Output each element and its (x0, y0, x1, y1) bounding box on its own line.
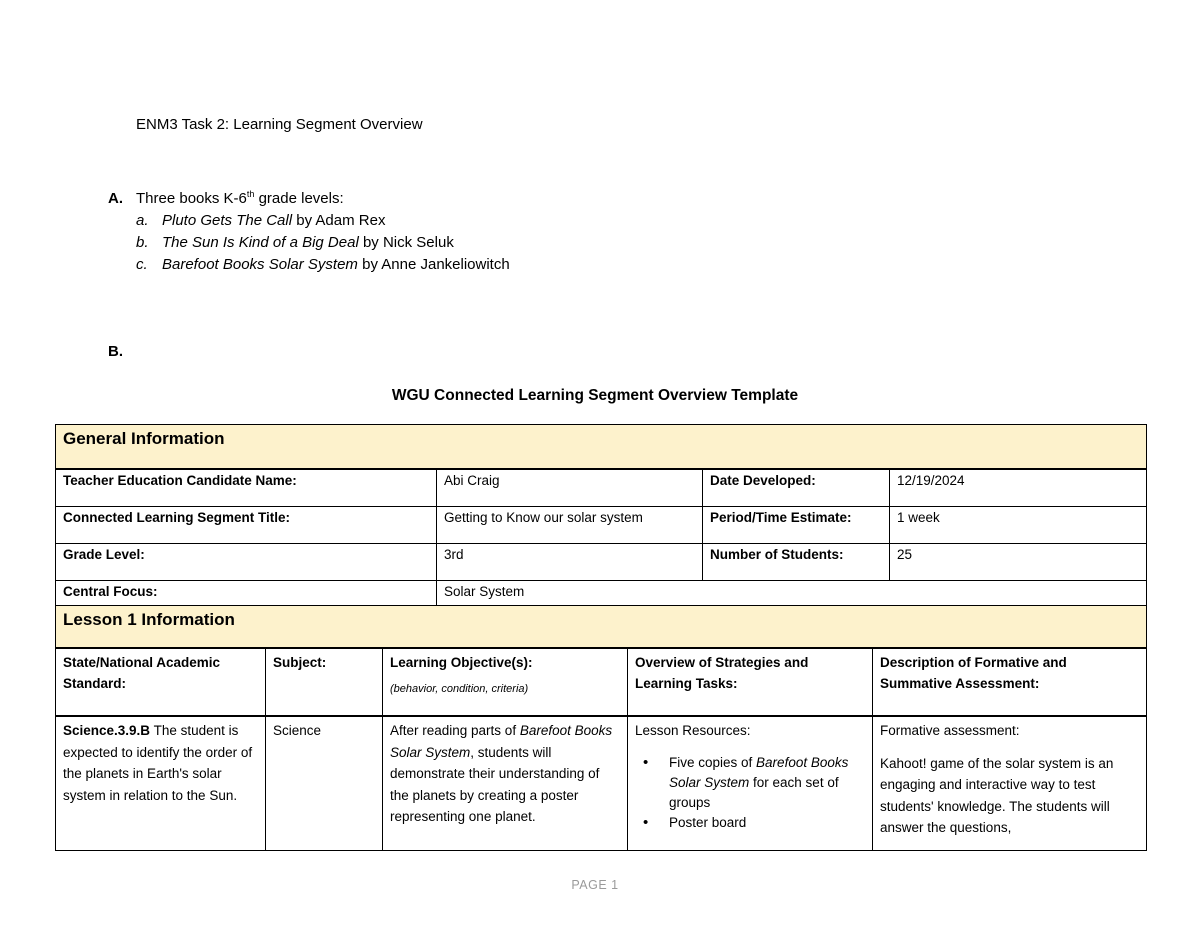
objectives-header (383, 648, 628, 716)
book-list (108, 210, 510, 276)
assessment-cell (873, 716, 1147, 851)
central-focus-label: Central Focus: (56, 581, 437, 618)
lesson-1-heading: Lesson 1 Information (56, 606, 1147, 649)
date-developed-label: Date Developed: (703, 469, 890, 507)
intro-superscript: th (246, 189, 255, 199)
grade-level-label: Grade Level: (56, 544, 437, 581)
book-letter: a. (136, 212, 149, 229)
book-author: by Nick Seluk (358, 234, 454, 251)
objectives-header-label: Learning Objective(s): (390, 655, 533, 670)
resource-item: • Poster board (669, 813, 865, 833)
assessment-header: Description of Formative and Summative Assessment: (873, 648, 1147, 716)
grade-level-value: 3rd (437, 544, 703, 581)
subject-header: Subject: (266, 648, 383, 716)
intro-suffix: grade levels: (254, 190, 344, 207)
page-number: PAGE 1 (571, 878, 619, 892)
book-author: by Anne Jankeliowitch (357, 256, 510, 273)
objective-book-title: Barefoot Books Solar System (390, 723, 613, 760)
resource-1-book-title: Barefoot Books Solar System (669, 754, 849, 790)
section-a (108, 183, 510, 276)
template-title: WGU Connected Learning Segment Overview Template (391, 387, 799, 404)
lesson-1-table (55, 605, 1147, 851)
general-information-heading: General Information (56, 425, 1147, 470)
resource-1-post: for each set of groups (669, 774, 839, 810)
segment-title-label: Connected Learning Segment Title: (56, 507, 437, 544)
section-a-label: A. (108, 190, 123, 207)
book-item (136, 254, 510, 276)
objectives-header-note: (behavior, condition, criteria) (390, 683, 529, 695)
teacher-name-label: Teacher Education Candidate Name: (56, 469, 437, 507)
resource-1-pre: Five copies of (669, 754, 757, 770)
intro-prefix: Three books K-6 (136, 190, 247, 207)
strategies-header: Overview of Strategies and Learning Tasks: (628, 648, 873, 716)
objective-pre: After reading parts of (390, 723, 520, 738)
section-a-intro (108, 183, 510, 210)
book-author: by Adam Rex (292, 212, 386, 229)
book-item (136, 232, 510, 254)
book-letter: b. (136, 234, 149, 251)
segment-title-value: Getting to Know our solar system (437, 507, 703, 544)
subject-cell: Science (266, 716, 383, 851)
assessment-text: Kahoot! game of the solar system is an engaging and interactive way to test students' knowledge. The students will answer the questions, (880, 755, 1114, 835)
number-of-students-value: 25 (890, 544, 1147, 581)
book-title: Pluto Gets The Call (162, 212, 293, 229)
objective-cell (383, 716, 628, 851)
standard-text: The student is expected to identify the order of the planets in Earth's solar system in relation to the Sun. (63, 723, 253, 803)
standard-code: Science.3.9.B (63, 723, 151, 738)
strategies-cell (628, 716, 873, 851)
teacher-name-value: Abi Craig (437, 469, 703, 507)
number-of-students-label: Number of Students: (703, 544, 890, 581)
book-item (136, 210, 510, 232)
general-information-table (55, 424, 1147, 618)
standard-header: State/National Academic Standard: (56, 648, 266, 716)
central-focus-value: Solar System (437, 581, 1147, 618)
resource-item (669, 753, 865, 813)
book-letter: c. (136, 256, 148, 273)
standard-cell (56, 716, 266, 851)
period-estimate-label: Period/Time Estimate: (703, 507, 890, 544)
objective-post: , students will demonstrate their understanding of the planets by creating a poster representing one planet. (390, 744, 600, 824)
document-heading: ENM3 Task 2: Learning Segment Overview (136, 116, 423, 133)
period-estimate-value: 1 week (890, 507, 1147, 544)
book-title: The Sun Is Kind of a Big Deal (162, 234, 359, 251)
date-developed-value: 12/19/2024 (890, 469, 1147, 507)
book-title: Barefoot Books Solar System (162, 256, 358, 273)
assessment-label: Formative assessment: (880, 723, 1020, 738)
resources-list (635, 753, 865, 833)
resources-label: Lesson Resources: (635, 723, 751, 738)
section-b-label: B. (108, 343, 123, 360)
